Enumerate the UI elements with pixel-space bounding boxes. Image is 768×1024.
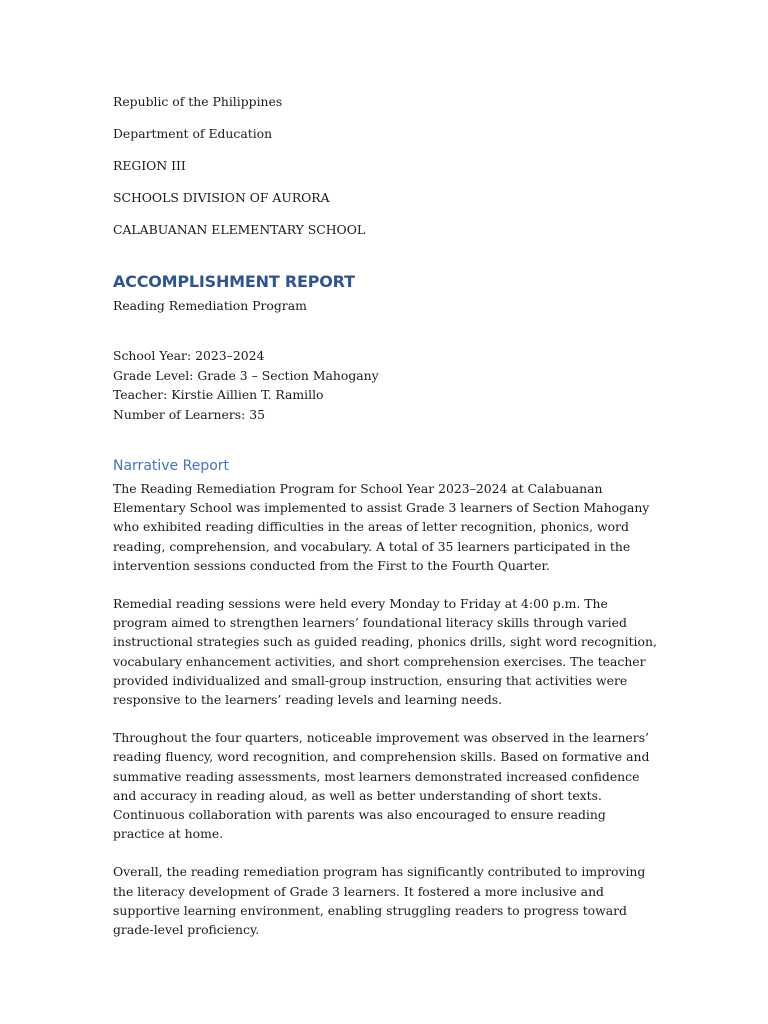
grade-level: Grade Level: Grade 3 – Section Mahogany — [113, 367, 379, 383]
narrative-paragraph: Overall, the reading remediation program has significantly contributed to improving the literacy development of Grade 3 learners. It fostered a more inclusive and supportive learning environment, enabling struggling readers to progress toward grade-level proficiency. — [113, 864, 646, 938]
narrative-body — [113, 479, 661, 958]
country-line: Republic of the Philippines — [113, 94, 283, 109]
narrative-paragraph: Throughout the four quarters, noticeable improvement was observed in the learners’ reading fluency, word recognition, and comprehension skills. Based on formative and summative reading assessments, most learners demonstrated increased confidence and accuracy in reading aloud, as well as better understanding of short texts. Continuous collaboration with parents was also encouraged to ensure reading practice at home. — [113, 730, 650, 842]
school-line: CALABUANAN ELEMENTARY SCHOOL — [113, 222, 366, 237]
report-title: ACCOMPLISHMENT REPORT — [113, 272, 355, 291]
narrative-heading: Narrative Report — [113, 458, 230, 474]
narrative-paragraph: The Reading Remediation Program for School Year 2023–2024 at Calabuanan Elementary School was implemented to assist Grade 3 learners of Section Mahogany who exhibited reading difficulties in the areas of letter recognition, phonics, word reading, comprehension, and vocabulary. A total of 35 learners participated in the intervention sessions conducted from the First to the Fourth Quarter. — [113, 481, 650, 573]
teacher-name: Teacher: Kirstie Aillien T. Ramillo — [113, 387, 324, 402]
report-subtitle: Reading Remediation Program — [113, 298, 307, 313]
department-line: Department of Education — [113, 126, 273, 141]
narrative-paragraph: Remedial reading sessions were held every Monday to Friday at 4:00 p.m. The program aimed to strengthen learners’ foundational literacy skills through varied instructional strategies such as guided reading, phonics drills, sight word recognition, vocabulary enhancement activities, and short comprehension exercises. The teacher provided individualized and small-group instruction, ensuring that activities were responsive to the learners’ reading levels and learning needs. — [113, 596, 657, 708]
region-line: REGION III — [113, 158, 186, 173]
learner-count: Number of Learners: 35 — [113, 406, 266, 422]
division-line: SCHOOLS DIVISION OF AURORA — [113, 190, 330, 205]
letterhead — [113, 93, 365, 253]
report-info — [113, 347, 379, 425]
school-year: School Year: 2023–2024 — [113, 348, 265, 363]
